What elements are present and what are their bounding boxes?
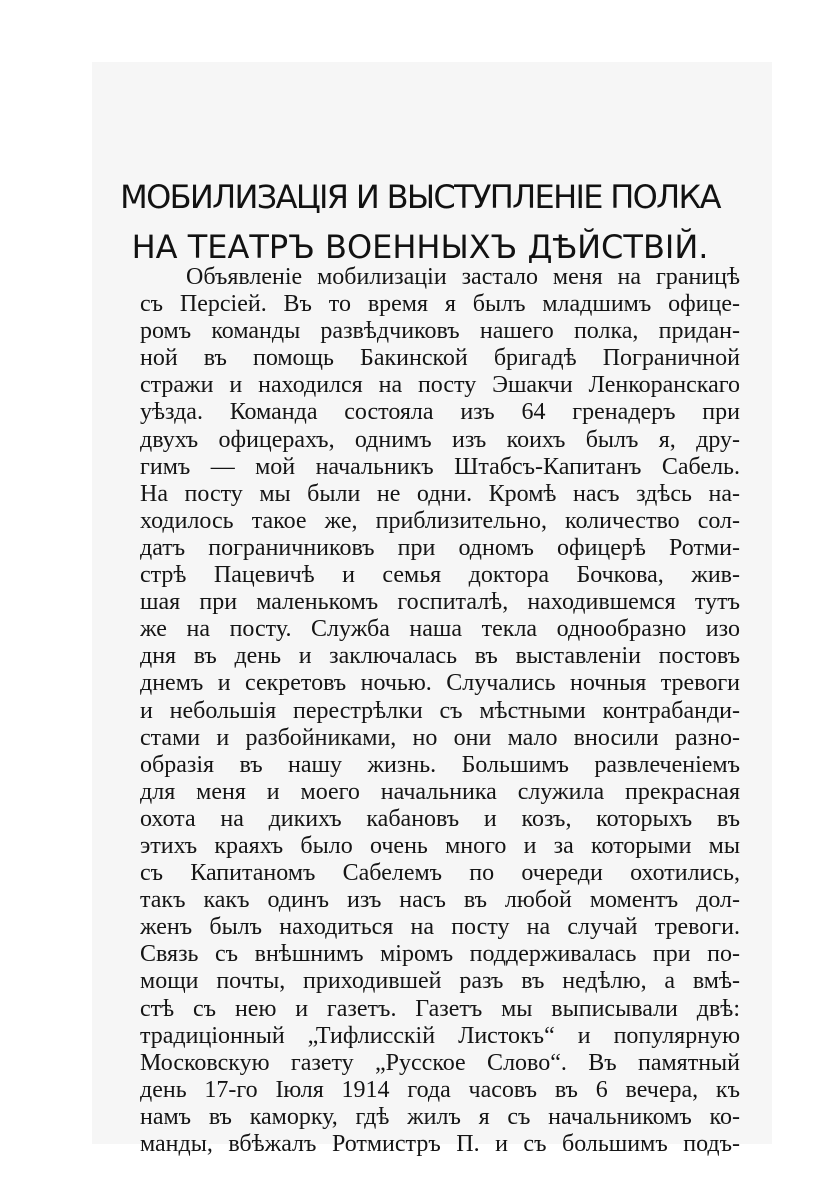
- text-line: шая при маленькомъ госпиталѣ, находившемся тутъ: [140, 589, 740, 616]
- text-line: охота на дикихъ кабановъ и козъ, которыхъ въ: [140, 805, 740, 832]
- text-line: дня въ день и заключалась въ выставленіи постовъ: [140, 643, 740, 670]
- chapter-heading-line-1: МОБИЛИЗАЦІЯ И ВЫСТУПЛЕНІЕ ПОЛКА: [120, 178, 720, 216]
- text-line: На посту мы были не одни. Кромѣ насъ здѣсь на-: [140, 480, 740, 507]
- chapter-body-text: [140, 264, 740, 1158]
- text-line: стѣ съ нею и газетъ. Газетъ мы выписывали двѣ:: [140, 995, 740, 1022]
- text-line: стрѣ Пацевичѣ и семья доктора Бочкова, жив-: [140, 562, 740, 589]
- text-line: съ Капитаномъ Сабелемъ по очереди охотились,: [140, 860, 740, 887]
- text-line: стами и разбойниками, но они мало вносили разно-: [140, 724, 740, 751]
- text-line: двухъ офицерахъ, однимъ изъ коихъ былъ я, дру-: [140, 426, 740, 453]
- text-line: образія въ нашу жизнь. Большимъ развлеченіемъ: [140, 751, 740, 778]
- text-line: мощи почты, приходившей разъ въ недѣлю, а вмѣ-: [140, 968, 740, 995]
- text-line: Связь съ внѣшнимъ міромъ поддерживалась при по-: [140, 941, 740, 968]
- text-line: и небольшія перестрѣлки съ мѣстными контрабанди-: [140, 697, 740, 724]
- text-line: намъ въ каморку, гдѣ жилъ я съ начальникомъ ко-: [140, 1103, 740, 1130]
- text-line: датъ пограничниковъ при одномъ офицерѣ Ротми-: [140, 534, 740, 561]
- text-line: традиціонный „Тифлисскій Листокъ“ и популярную: [140, 1022, 740, 1049]
- chapter-heading: [120, 172, 720, 272]
- text-line: же на посту. Служба наша текла однообразно изо: [140, 616, 740, 643]
- text-line: Московскую газету „Русское Слово“. Въ памятный: [140, 1049, 740, 1076]
- text-line: Объявленіе мобилизаціи застало меня на границѣ: [186, 264, 740, 290]
- text-line: этихъ краяхъ было очень много и за которыми мы: [140, 832, 740, 859]
- text-line: съ Персіей. Въ то время я былъ младшимъ офице-: [140, 291, 740, 318]
- chapter-heading-line-2: НА ТЕАТРЪ ВОЕННЫХЪ ДѢЙСТВІЙ.: [131, 228, 709, 266]
- text-line: день 17-го Іюля 1914 года часовъ въ 6 вечера, къ: [140, 1076, 740, 1103]
- text-line: женъ былъ находиться на посту на случай тревоги.: [140, 914, 740, 941]
- text-line: ромъ команды развѣдчиковъ нашего полка, придан-: [140, 318, 740, 345]
- text-line: манды, вбѣжалъ Ротмистръ П. и съ большимъ подъ-: [140, 1131, 740, 1157]
- text-line: ходилось такое же, приблизительно, количество сол-: [140, 507, 740, 534]
- text-line: для меня и моего начальника служила прекрасная: [140, 778, 740, 805]
- text-line: стражи и находился на посту Эшакчи Ленкоранскаго: [140, 372, 740, 399]
- text-line: уѣзда. Команда состояла изъ 64 гренадеръ при: [140, 399, 740, 426]
- text-line: ной въ помощь Бакинской бригадѣ Пограничной: [140, 345, 740, 372]
- text-line: гимъ — мой начальникъ Штабсъ-Капитанъ Сабель.: [140, 453, 740, 480]
- text-line: такъ какъ одинъ изъ насъ въ любой моментъ дол-: [140, 887, 740, 914]
- text-line: днемъ и секретовъ ночью. Случались ночныя тревоги: [140, 670, 740, 697]
